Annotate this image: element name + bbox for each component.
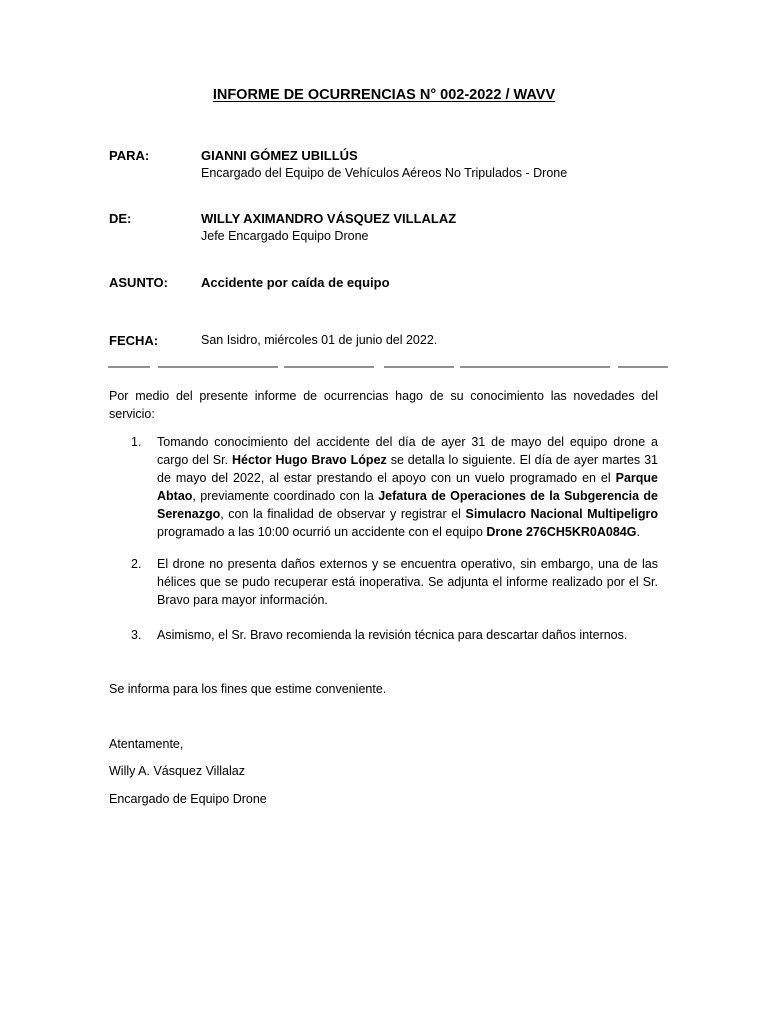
equipment-id: Drone 276CH5KR0A084G — [486, 525, 637, 539]
list-number: 2. — [131, 557, 142, 571]
list-number: 1. — [131, 435, 142, 449]
text-run: , previamente coordinado con la — [192, 489, 379, 503]
document-title: INFORME DE OCURRENCIAS N° 002-2022 / WAVV — [212, 87, 556, 103]
para-role: Encargado del Equipo de Vehículos Aéreos No Tripulados - Drone — [201, 166, 568, 180]
header-divider — [108, 366, 708, 368]
asunto-value: Accidente por caída de equipo — [201, 275, 390, 290]
para-value — [201, 148, 567, 180]
location-name: Parque Abtao — [157, 471, 658, 503]
text-run: Tomando conocimiento del accidente del día de ayer 31 de mayo del equipo drone a cargo del Sr. — [157, 435, 658, 467]
de-value — [201, 211, 456, 243]
signer-role: Encargado de Equipo Drone — [109, 792, 267, 806]
closing-note: Se informa para los fines que estime conveniente. — [109, 682, 387, 696]
text-run: . — [636, 525, 640, 539]
text-run: , con la finalidad de observar y registrar el — [220, 507, 466, 521]
signer-name: Willy A. Vásquez Villalaz — [109, 764, 245, 778]
text-run: programado a las 10:00 ocurrió un accidente con el equipo — [157, 525, 487, 539]
de-label: DE: — [109, 211, 132, 226]
person-name: Héctor Hugo Bravo López — [231, 453, 387, 467]
list-item-3-text: Asimismo, el Sr. Bravo recomienda la revisión técnica para descartar daños internos. — [157, 628, 628, 642]
para-name: GIANNI GÓMEZ UBILLÚS — [201, 148, 358, 163]
fecha-value: San Isidro, miércoles 01 de junio del 2022. — [201, 333, 438, 347]
list-item-1-text — [157, 433, 658, 541]
de-role: Jefe Encargado Equipo Drone — [201, 229, 369, 243]
signoff: Atentamente, — [109, 737, 184, 751]
event-name: Simulacro Nacional Multipeligro — [465, 507, 658, 521]
office-name: Jefatura de Operaciones de la Subgerencia de Serenazgo — [157, 489, 658, 521]
intro-paragraph: Por medio del presente informe de ocurrencias hago de su conocimiento las novedades del servicio: — [109, 389, 658, 421]
de-name: WILLY AXIMANDRO VÁSQUEZ VILLALAZ — [201, 211, 457, 226]
fecha-label: FECHA: — [109, 333, 159, 348]
list-number: 3. — [131, 628, 142, 642]
asunto-label: ASUNTO: — [109, 275, 168, 290]
text-run: se detalla lo siguiente. El día de ayer martes 31 de mayo del 2022, al estar prestando el apoyo con un vuelo programado en el — [157, 453, 658, 485]
para-label: PARA: — [109, 148, 150, 163]
list-item-2-text: El drone no presenta daños externos y se encuentra operativo, sin embargo, una de las hélices que se pudo recuperar está inoperativa. Se adjunta el informe realizado por el Sr. Bravo para mayor información. — [157, 557, 658, 607]
